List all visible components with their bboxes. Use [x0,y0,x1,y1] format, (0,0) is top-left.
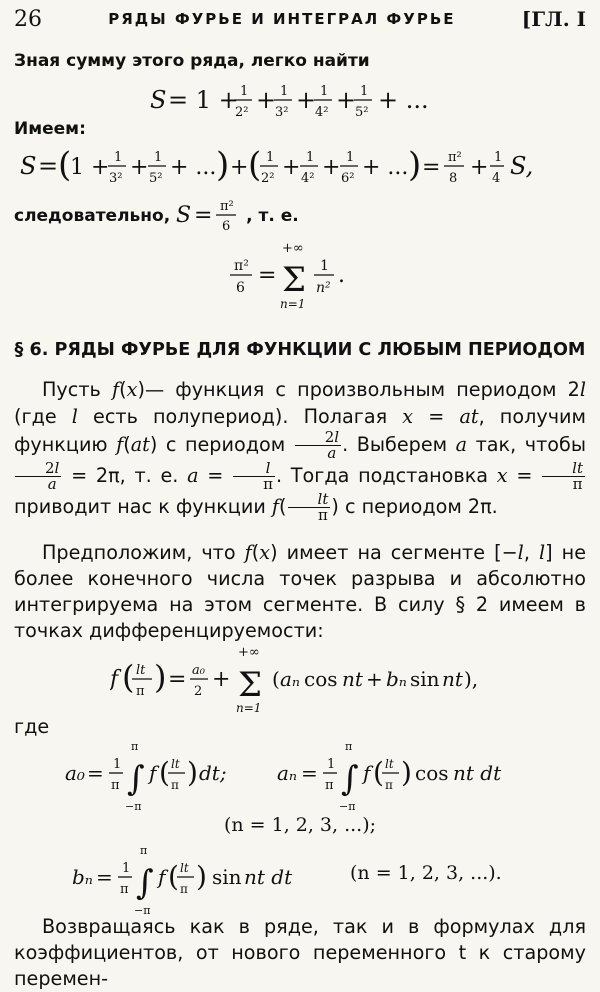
svg-text:−π: −π [125,800,142,813]
svg-text:): ) [401,756,412,789]
svg-text:1: 1 [360,84,369,99]
s-equals-pi2-6 [176,196,246,236]
svg-text:(: ( [248,145,262,185]
formula-split [0,142,600,192]
svg-text:3²: 3² [275,105,289,120]
formula-split-graphic [20,142,580,192]
ie-word: , т. е. [246,206,299,226]
svg-text:1: 1 [154,150,163,165]
p1-s6: с периодом [165,433,286,456]
svg-text:nt dt: nt dt [453,761,502,785]
svg-text:+: + [230,155,249,180]
svg-text:+: + [256,86,277,114]
svg-text:π: π [131,740,139,753]
therefore-word: следовательно, [14,206,171,226]
p3-text: Возвращаясь как в ряде, так и в формулах для коэффициентов, от нового переменного t к старому перемен- [14,915,586,990]
p2-s2: имеет на сегменте [286,541,486,564]
svg-text:2²: 2² [235,105,249,120]
svg-text:1: 1 [320,84,329,99]
p1-s2: — функция с произвольным периодом [144,378,557,401]
svg-text:cos: cos [304,667,338,691]
svg-text:π²: π² [448,150,462,165]
svg-text:lt: lt [136,663,146,678]
p1-s1: Пусть [42,378,101,401]
p1-s7: . Выберем [342,433,448,456]
range-line-2: (n = 1, 2, 3, ...). [350,862,502,884]
svg-text:(: ( [272,667,280,691]
svg-text:f: f [363,761,371,785]
svg-text:f: f [149,761,157,785]
svg-text:1: 1 [266,150,275,165]
formula-coefficients-a-graphic [65,738,535,814]
svg-text:π: π [140,844,148,857]
svg-text:(: ( [168,860,179,893]
svg-text:f: f [158,865,166,889]
range-line-1: (n = 1, 2, 3, ...); [223,814,377,836]
svg-text:−π: −π [134,904,151,917]
therefore-line [0,196,600,236]
have-label: Имеем: [14,119,86,139]
svg-text:sin: sin [410,667,440,691]
svg-text:): ) [154,658,167,696]
svg-text:cos: cos [415,761,449,785]
section-title: § 6. РЯДЫ ФУРЬЕ ДЛЯ ФУНКЦИИ С ЛЮБЫМ ПЕРИОДОМ [14,340,586,360]
svg-text:π: π [325,778,334,793]
svg-text:): ) [216,145,230,185]
svg-text:(: ( [159,756,170,789]
svg-text:1: 1 [240,84,249,99]
p1-s12: с периодом 2π. [344,495,498,518]
svg-text:+: + [366,667,383,691]
svg-text:): ) [196,860,207,893]
svg-text:∫: ∫ [136,863,154,903]
svg-text:+: + [470,155,489,180]
svg-text:∫: ∫ [127,759,145,799]
svg-text:+: + [322,155,341,180]
svg-text:(: ( [122,658,135,696]
svg-text:): ) [187,756,198,789]
svg-text:f: f [110,667,119,692]
svg-text:.: . [338,263,345,288]
svg-text:=: = [422,155,441,180]
page-number: 26 [14,6,42,32]
p1-s5: , получим функцию [14,405,586,456]
svg-text:5²: 5² [355,105,369,120]
svg-text:n²: n² [316,280,331,296]
svg-text:∫: ∫ [341,759,359,799]
p2-s3: не более конечного числа точек разрыва и абсолютно интегрируема на этом сегменте. В силу § 2 имеем в точках дифференцируемости: [14,541,587,642]
svg-text:=: = [168,667,187,692]
formula-fourier-series [0,640,600,714]
svg-text:1: 1 [114,150,123,165]
intro-line: Зная сумму этого ряда, легко найти [14,51,370,71]
svg-text:π: π [136,684,145,699]
p2-s1: Предположим, что [42,541,236,564]
where-word: где [14,715,50,738]
svg-text:=: = [96,865,113,889]
svg-text:π: π [345,740,353,753]
p1-s3: (где [14,405,57,428]
svg-text:−π: −π [339,800,356,813]
svg-text:6: 6 [222,219,231,234]
svg-text:π: π [385,778,393,792]
p1-s11: приводит нас к функции [14,495,266,518]
paragraph-2: Предположим, что f(x) имеет на сегменте [−l, l] не более конечного числа точек разрыва и абсолютно интегрируема на этом сегменте. В силу § 2 имеем в точках дифференцируемости: [14,541,587,642]
svg-text:4²: 4² [301,171,315,186]
svg-text:1: 1 [306,150,315,165]
svg-text:4²: 4² [315,105,329,120]
svg-text:nt dt: nt dt [244,865,293,889]
svg-text:Σ: Σ [282,260,307,300]
svg-text:π: π [180,882,188,896]
p1-s10: . Тогда подстановка [275,464,489,487]
formula-sum-s-graphic [150,78,450,122]
svg-text:a₀: a₀ [65,761,85,785]
svg-text:3²: 3² [109,171,123,186]
svg-text:6²: 6² [341,171,355,186]
svg-text:1: 1 [320,258,329,274]
svg-text:n=1: n=1 [280,297,306,310]
svg-text:n=1: n=1 [236,701,262,714]
running-title: РЯДЫ ФУРЬЕ И ИНТЕГРАЛ ФУРЬЕ [108,10,456,28]
svg-text:S: S [20,152,37,180]
svg-text:π: π [120,882,129,897]
svg-text:2²: 2² [261,171,275,186]
svg-text:+: + [130,155,149,180]
svg-text:4: 4 [492,171,501,186]
svg-text:=: = [38,152,59,180]
chapter-label: [ГЛ. I [521,7,586,31]
svg-text:1: 1 [346,150,355,165]
svg-text:nt: nt [442,667,463,691]
svg-text:+: + [336,86,357,114]
svg-text:+∞: +∞ [282,241,304,256]
svg-text:lt: lt [385,757,394,771]
svg-text:bₙ: bₙ [72,865,93,889]
svg-text:+∞: +∞ [238,645,260,660]
svg-text:+ ...: + ... [170,155,217,180]
svg-text:Σ: Σ [238,665,263,705]
svg-text:π²: π² [220,199,234,214]
svg-text:π: π [171,778,179,792]
svg-text:aₙ: aₙ [280,667,301,691]
svg-text:2: 2 [194,684,203,699]
p1-s8: так, чтобы [475,433,587,456]
svg-text:a₀: a₀ [192,663,205,678]
paragraph-1: Пусть f(x)— функция с произвольным периодом 2l (где l есть полупериод). Полагая x = at, получим функцию f(at) с периодом $\frac{2l}{a}$ . Выберем a так, чтобы $\frac{2l}{a}$ = 2π, т. е. a = $\frac{l}{\pi}$ . Тогда подстановка x = $\frac{lt}{\pi}$ приводит нас к функции f( $\frac{lt}{\pi}$ ) с периодом 2π. [14,378,587,524]
svg-text:S,: S, [510,152,534,180]
formula-fourier-series-graphic [110,640,490,714]
svg-text:aₙ: aₙ [277,761,298,785]
svg-text:lt: lt [171,757,180,771]
svg-text:bₙ: bₙ [386,667,407,691]
svg-text:1: 1 [122,861,131,876]
svg-text:=: = [258,263,277,288]
svg-text:+ ...: + ... [378,86,429,114]
formula-sum-s [0,78,600,122]
svg-text:(: ( [373,756,384,789]
svg-text:sin: sin [212,865,242,889]
svg-text:1: 1 [327,757,336,772]
page-header [0,4,600,34]
formula-coefficients-a [0,738,600,814]
svg-text:+: + [212,667,231,692]
svg-text:1: 1 [494,150,503,165]
p1-s4: есть полупериод). Полагая [93,405,388,428]
svg-text:8: 8 [449,171,458,186]
p1-s9: , т. е. [119,464,179,487]
paragraph-3 [0,914,600,992]
svg-text:),: ), [464,667,479,691]
formula-basel-graphic [230,236,370,310]
svg-text:+: + [296,86,317,114]
svg-text:(: ( [58,145,72,185]
svg-text:S: S [176,203,192,228]
formula-basel [0,236,600,310]
svg-text:+: + [282,155,301,180]
svg-text:=: = [194,203,213,228]
svg-text:S: S [150,86,167,114]
svg-text:π: π [111,778,120,793]
svg-text:=: = [87,761,104,785]
svg-text:5²: 5² [149,171,163,186]
svg-text:dt;: dt; [199,761,227,785]
svg-text:): ) [408,145,422,185]
svg-text:1: 1 [280,84,289,99]
svg-text:=: = [301,761,318,785]
svg-text:+ ...: + ... [362,155,409,180]
svg-text:6: 6 [236,280,245,296]
svg-text:1 +: 1 + [70,155,110,180]
svg-text:lt: lt [180,861,189,875]
svg-text:nt: nt [342,667,363,691]
svg-text:1: 1 [113,757,122,772]
svg-text:π²: π² [234,258,249,274]
svg-text:= 1 +: = 1 + [168,86,239,114]
